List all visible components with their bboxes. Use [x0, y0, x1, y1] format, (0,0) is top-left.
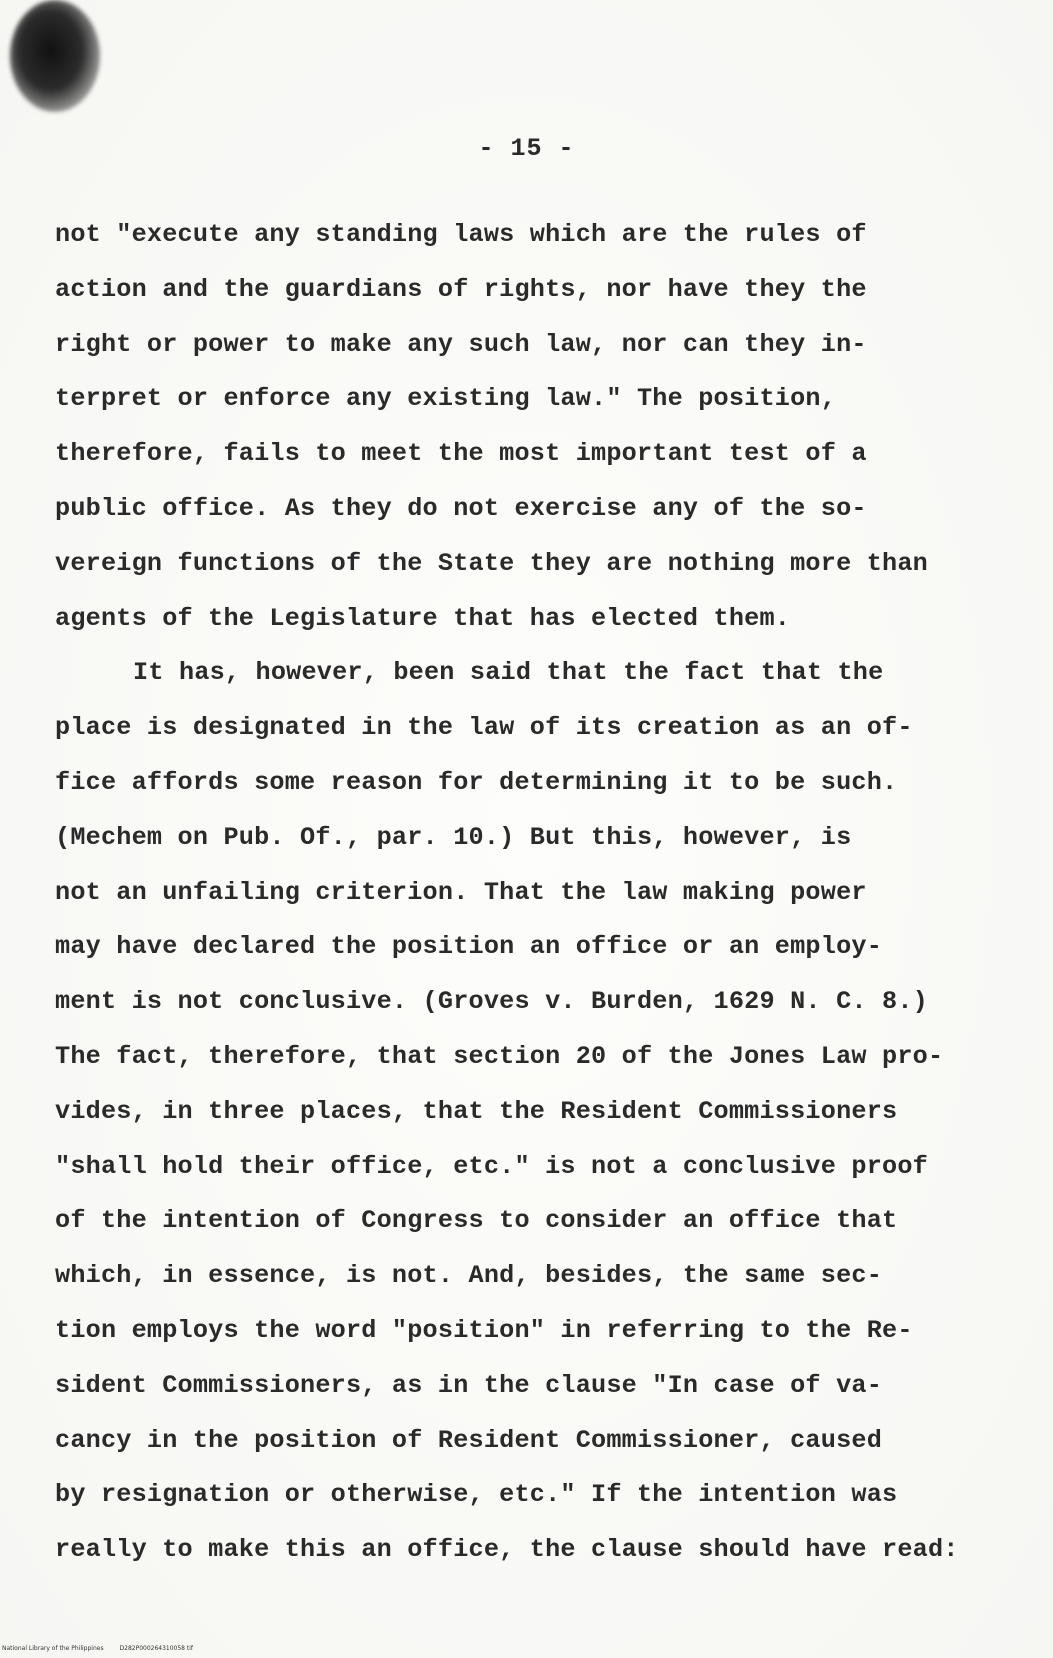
text-line: not an unfailing criterion. That the law making power [55, 877, 867, 907]
text-line: terpret or enforce any existing law." The position, [55, 384, 837, 414]
text-line: (Mechem on Pub. Of., par. 10.) But this, however, is [55, 822, 852, 852]
paragraph-start-line: It has, however, been said that the fact that the [133, 658, 884, 688]
text-line: action and the guardians of rights, nor have they the [55, 274, 867, 304]
text-line: really to make this an office, the clause should have read: [55, 1535, 959, 1565]
text-line: sident Commissioners, as in the clause "In case of va- [55, 1370, 883, 1400]
text-line: ment is not conclusive. (Groves v. Burden, 1629 N. C. 8.) [55, 987, 928, 1017]
text-line: "shall hold their office, etc." is not a conclusive proof [55, 1151, 928, 1181]
footer-file-id: D282P000264310058 tif [119, 1645, 194, 1652]
text-line: place is designated in the law of its creation as an of- [55, 713, 913, 743]
text-line: vereign functions of the State they are nothing more than [55, 548, 928, 578]
text-line: may have declared the position an office or an employ- [55, 932, 883, 962]
text-line: of the intention of Congress to consider an office that [55, 1206, 898, 1236]
text-line: by resignation or otherwise, etc." If the intention was [55, 1480, 898, 1510]
text-line: public office. As they do not exercise any of the so- [55, 493, 867, 523]
text-line: vides, in three places, that the Resident Commissioners [55, 1096, 898, 1126]
text-line: cancy in the position of Resident Commissioner, caused [55, 1425, 883, 1455]
text-line: tion employs the word "position" in referring to the Re- [55, 1315, 913, 1345]
text-line: fice affords some reason for determining it to be such. [55, 767, 898, 797]
body-text [55, 208, 1030, 1578]
page-number: - 15 - [478, 134, 575, 163]
text-line: agents of the Legislature that has elected them. [55, 603, 791, 633]
scan-footer [2, 1645, 193, 1652]
footer-library-name: National Library of the Philippines [2, 1645, 104, 1652]
text-line: which, in essence, is not. And, besides, the same sec- [55, 1261, 883, 1291]
text-line: therefore, fails to meet the most important test of a [55, 439, 867, 469]
text-line: not "execute any standing laws which are the rules of [55, 220, 867, 249]
text-line: right or power to make any such law, nor can they in- [55, 329, 867, 359]
punch-hole-mark [10, 0, 100, 112]
text-line: The fact, therefore, that section 20 of the Jones Law pro- [55, 1041, 944, 1071]
